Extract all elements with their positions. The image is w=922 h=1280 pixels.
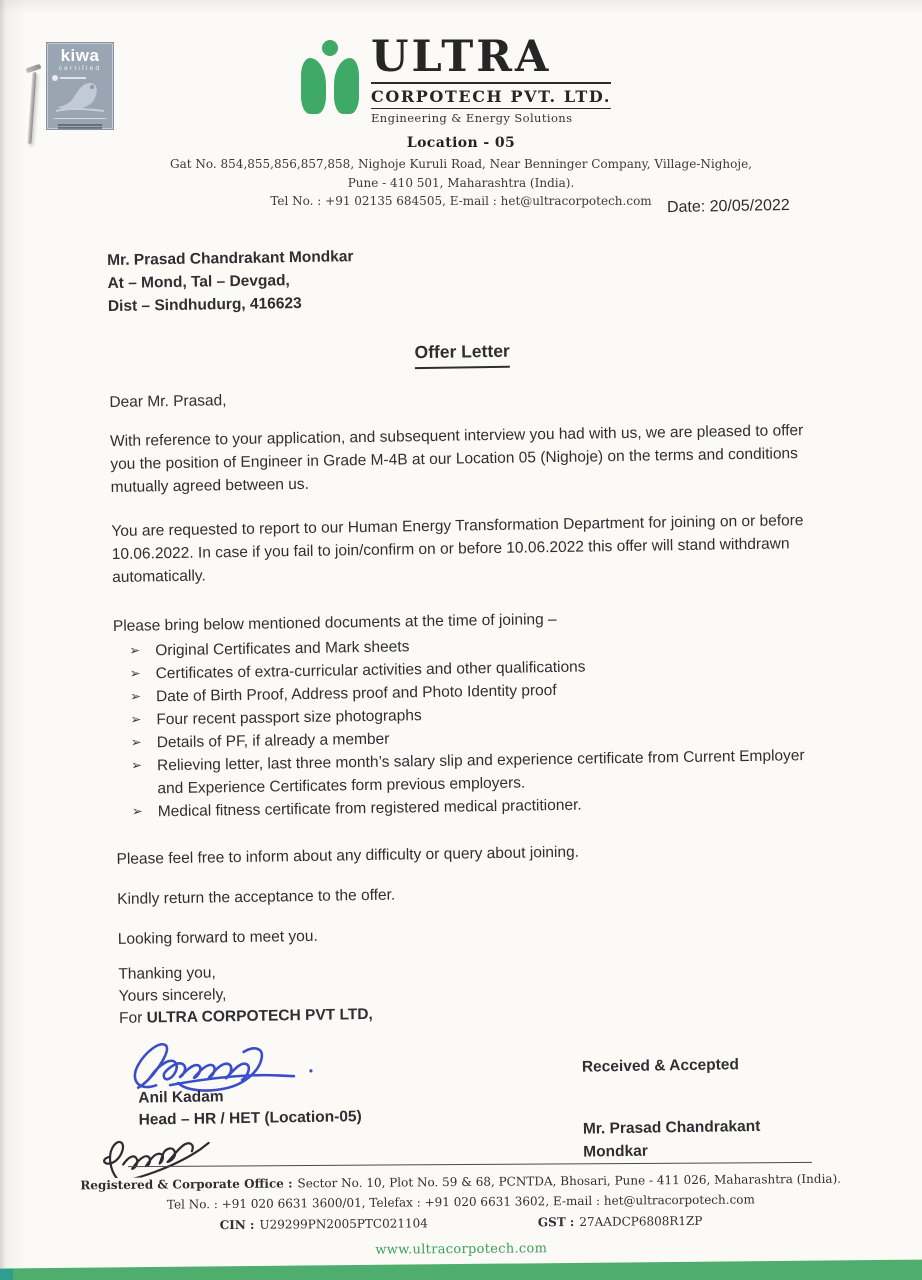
footer-gst <box>538 1211 703 1233</box>
sign-off-block <box>118 952 826 1029</box>
for-prefix: For <box>118 1009 143 1027</box>
recipient-address-2: Dist – Sindhudurg, 416623 <box>107 294 302 315</box>
footer-gst-value: 27AADCP6808R1ZP <box>579 1213 703 1229</box>
documents-list <box>113 630 823 825</box>
letterhead-address-line-2: Pune - 410 501, Maharashtra (India). <box>347 175 575 190</box>
salutation: Dear Mr. Prasad, <box>109 391 227 411</box>
document-item-text: Details of PF, if already a member <box>156 730 390 752</box>
logo-wordmark: ULTRA <box>370 32 552 82</box>
kiwa-brand-label: kiwa <box>60 46 100 65</box>
sincerely-line: Yours sincerely, <box>118 985 227 1005</box>
documents-intro: Please bring below mentioned documents at the time of joining – <box>112 611 557 636</box>
acceptance-name: Mr. Prasad Chandrakant Mondkar <box>582 1118 761 1162</box>
letter-body <box>107 239 829 1184</box>
paragraph-joining: You are requested to report to our Human Energy Transformation Department for joining on or before 10.06.2022. In case if you fail to join/confirm on or before 10.06.2022 this offer will stand withdrawn automatically. <box>111 512 804 587</box>
logo-divider-2 <box>371 108 611 109</box>
kiwa-certified-label: certified <box>58 65 102 72</box>
footer-tel-line: Tel No. : +91 020 6631 3600/01, Telefax : +91 020 6631 3602, E-mail : het@ultracorpotech.com <box>166 1192 755 1212</box>
acceptance-label: Received & Accepted <box>581 1055 740 1076</box>
arrow-bullet-icon: ➢ <box>130 757 143 773</box>
paragraph-looking-forward: Looking forward to meet you. <box>117 927 318 948</box>
ultra-logo-icon <box>299 40 361 116</box>
company-logo <box>0 32 916 125</box>
footer-office-label: Registered & Corporate Office : <box>80 1176 293 1193</box>
letterhead-address-line-1: Gat No. 854,855,856,857,858, Nighoje Kuruli Road, Near Benninger Company, Village-Nighoje, <box>170 157 752 171</box>
signatory-name: Anil Kadam <box>138 1087 224 1107</box>
logo-tagline: Engineering & Energy Solutions <box>370 111 573 125</box>
arrow-bullet-icon: ➢ <box>129 688 142 704</box>
signature-area <box>119 1022 828 1183</box>
arrow-bullet-icon: ➢ <box>131 803 143 819</box>
footer-office-text: Sector No. 10, Plot No. 59 & 68, PCNTDA, Bhosari, Pune - 411 026, Maharashtra (India). <box>297 1171 842 1191</box>
letterhead <box>0 32 922 211</box>
document-item-text: Four recent passport size photographs <box>156 707 422 729</box>
logo-wordmark-block <box>370 32 612 125</box>
arrow-bullet-icon: ➢ <box>130 711 142 727</box>
letter-title: Offer Letter <box>414 338 510 368</box>
arrow-bullet-icon: ➢ <box>130 734 142 750</box>
thanking-line: Thanking you, <box>118 963 216 983</box>
paragraph-acceptance: Kindly return the acceptance to the offer. <box>117 886 396 908</box>
paragraph-offer: With reference to your application, and subsequent interview you had with us, we are pleased to offer you the position of Engineer in Grade M-4B at our Location 05 (Nighoje) on the terms and conditions mutually agreed between us. <box>109 421 804 496</box>
arrow-bullet-icon: ➢ <box>129 642 141 658</box>
signature-kadam-image <box>125 1030 326 1095</box>
page-footer <box>0 1164 922 1280</box>
letter-date: Date: 20/05/2022 <box>667 196 791 217</box>
footer-corner-chip <box>0 1269 13 1280</box>
logo-divider <box>371 82 611 84</box>
paragraph-query: Please feel free to inform about any difficulty or query about joining. <box>116 843 580 868</box>
footer-cin-value: U29299PN2005PTC021104 <box>259 1216 428 1232</box>
footer-cin-label: CIN : <box>219 1217 255 1232</box>
footer-gst-label: GST : <box>537 1214 575 1230</box>
recipient-name: Mr. Prasad Chandrakant Mondkar <box>107 248 354 269</box>
recipient-address-1: At – Mond, Tal – Devgad, <box>107 272 290 292</box>
document-item-text: Certificates of extra-curricular activities and other qualifications <box>155 658 586 683</box>
document-item-text: Original Certificates and Mark sheets <box>155 638 410 660</box>
document-item-text: Medical fitness certificate from registered medical practitioner. <box>157 796 582 821</box>
document-item-text: Date of Birth Proof, Address proof and Photo Identity proof <box>155 682 557 706</box>
acceptance-block <box>582 1052 829 1165</box>
footer-text-block <box>0 1168 922 1265</box>
company-name-bold: ULTRA CORPOTECH PVT LTD, <box>146 1005 373 1026</box>
recipient-block <box>107 239 815 319</box>
signatory-designation: Head – HR / HET (Location-05) <box>138 1107 362 1129</box>
arrow-bullet-icon: ➢ <box>129 665 141 681</box>
logo-company-name: CORPOTECH PVT. LTD. <box>370 87 612 106</box>
footer-cin <box>220 1213 428 1235</box>
letter-title-row <box>108 334 815 374</box>
footer-website-link: www.ultracorpotech.com <box>375 1241 548 1258</box>
letterhead-address-line-3: Tel No. : +91 02135 684505, E-mail : het@ultracorpotech.com <box>270 194 652 209</box>
document-item-text: Relieving letter, last three month’s salary slip and experience certificate from Current Employer and Experience Certificates form previous employers. <box>156 746 805 798</box>
letterhead-location: Location - 05 <box>406 135 516 151</box>
